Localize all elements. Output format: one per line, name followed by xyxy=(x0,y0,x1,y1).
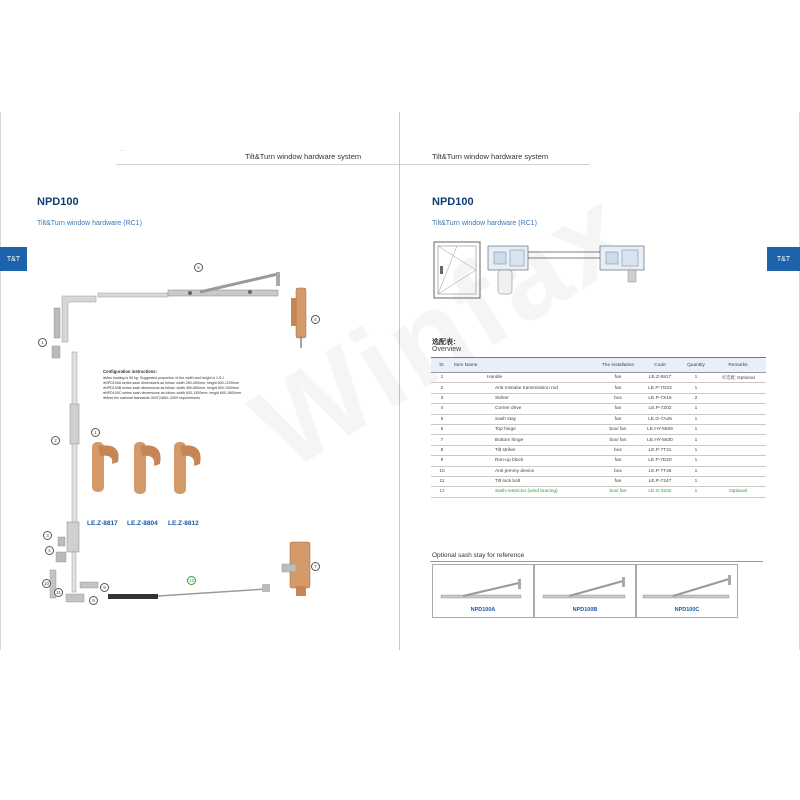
config-line: ●Max loading is 90 kg. Suggested proportion of the width and height is 1.5:1 xyxy=(103,375,225,380)
table-row: 10 Anti-jemmy device box LE.P-7T46 1 xyxy=(431,466,766,476)
window-elevation-icon xyxy=(434,242,480,298)
window-section-diagram xyxy=(432,236,662,306)
handle-label-8812: LE.Z-8812 xyxy=(168,520,199,527)
table-row: 8 Tilt striker box LE.P-7T41 1 xyxy=(431,445,766,455)
table-row: 7 Bottom hinge box/ fan LE.HY-5830 1 xyxy=(431,435,766,445)
sash-stay-part xyxy=(98,272,280,297)
handle-label-8804: LE.Z-8804 xyxy=(127,520,158,527)
table-row: 11 Tilt lock bolt fan LE.P-7247 1 xyxy=(431,476,766,486)
table-row: 3 Striker box LE.P-7X16 2 xyxy=(431,393,766,403)
callout-3: 3 xyxy=(43,531,52,540)
left-page-title: NPD100 xyxy=(37,196,79,208)
bottom-hinge-part xyxy=(282,542,310,596)
table-row: 2 Anti-mistake transmission rod fan LE.P-7G02 1 xyxy=(431,383,766,393)
top-hinge-part xyxy=(291,288,306,348)
config-line: ●NPD100C series sash dimensions as follow: width 600-1300mm; height 600-1800mm xyxy=(103,390,242,395)
config-line: ●NPD100A series sash dimensions as follow: width 280-450mm; height 600-1200mm xyxy=(103,380,239,385)
handle-le-z-8812 xyxy=(174,442,201,494)
table-row: 5 Sash stay fan LE.G-7A45 1 xyxy=(431,414,766,424)
callout-11: 11 xyxy=(54,588,63,597)
callout-1: 1 xyxy=(38,338,47,347)
sash-restrictor-part xyxy=(108,584,270,599)
optional-stay-npd100c xyxy=(636,564,738,618)
left-header-mark: . xyxy=(121,146,123,153)
right-header-rule xyxy=(400,164,590,165)
col-code: Code xyxy=(638,358,682,373)
table-row: 6 Top hinge box/ fan LE.HY-5829 1 xyxy=(431,424,766,434)
optional-stay-title: Optional sash stay for reference xyxy=(432,552,525,559)
transmission-rod-part xyxy=(67,352,79,592)
col-remarks: Remarks xyxy=(710,358,766,373)
table-row-optional: 12 Sash-restrictor (wind bracing) box/ fan LE.G-3102 1 Optional xyxy=(431,487,766,497)
col-item-name: Item Name xyxy=(453,358,598,373)
left-page-header: Tilt&Turn window hardware system xyxy=(245,152,362,161)
optional-stay-rule xyxy=(430,561,763,562)
callout-10: 10 xyxy=(43,581,49,586)
handle-label-8817: LE.Z-8817 xyxy=(87,520,118,527)
sash-stay-c-image xyxy=(637,567,737,607)
callout-5: 5 xyxy=(194,263,203,272)
col-installation: The installation xyxy=(598,358,638,373)
col-sr: Sr. xyxy=(431,358,453,373)
optional-label-a: NPD100A xyxy=(470,607,496,613)
table-row: 4 Corner drive fan LE.P-7Z02 1 xyxy=(431,404,766,414)
table-row: 1 Handle fan LE.Z-8817 1 可选配 Optional xyxy=(431,373,766,383)
callout-2: 2 xyxy=(51,436,60,445)
col-quantity: Quantity xyxy=(682,358,710,373)
right-page-subtitle: Tilt&Turn window hardware (RC1) xyxy=(432,220,537,227)
config-title: Configuration instructions： xyxy=(103,369,160,374)
callout-9: 9 xyxy=(100,583,109,592)
frame-profile-right xyxy=(600,246,644,282)
overview-title-cn: 选配表： xyxy=(432,339,460,346)
hardware-overview-table xyxy=(431,357,766,498)
optional-stay-npd100b xyxy=(534,564,636,618)
handle-le-z-8817 xyxy=(92,442,119,492)
overview-title-en: Overview xyxy=(432,346,462,353)
left-side-tab: T&T xyxy=(0,247,27,271)
callout-4: 4 xyxy=(45,546,54,555)
corner-drive-part xyxy=(54,296,96,342)
callout-7: 7 xyxy=(311,562,320,571)
right-page-header: Tilt&Turn window hardware system xyxy=(432,152,549,161)
sash-stay-b-image xyxy=(535,567,635,607)
optional-label-b: NPD100B xyxy=(572,607,598,613)
left-page-subtitle: Tilt&Turn window hardware (RC1) xyxy=(37,220,142,227)
optional-label-c: NPD100C xyxy=(674,607,700,613)
handle-le-z-8804 xyxy=(134,442,161,494)
configuration-instructions xyxy=(103,370,323,400)
config-line: ●NPD100B series sash dimensions as follow: width 450-650mm; height 600-1500mm xyxy=(103,385,240,390)
frame-profile-left xyxy=(488,246,528,294)
sash-stay-a-image xyxy=(433,567,533,607)
table-row: 9 Run-up block fan LE.P-7D20 1 xyxy=(431,456,766,466)
right-side-tab: T&T xyxy=(767,247,800,271)
optional-stay-npd100a xyxy=(432,564,534,618)
callout-1-handle: 1 xyxy=(91,428,100,437)
table-header-row xyxy=(431,358,766,373)
callout-6: 6 xyxy=(311,315,320,324)
right-page-title: NPD100 xyxy=(432,196,474,208)
config-line: ●Meet the national standards GB/T24601-2009 requirements xyxy=(103,395,201,400)
callout-12: 12 xyxy=(188,578,194,583)
callout-8: 8 xyxy=(89,596,98,605)
